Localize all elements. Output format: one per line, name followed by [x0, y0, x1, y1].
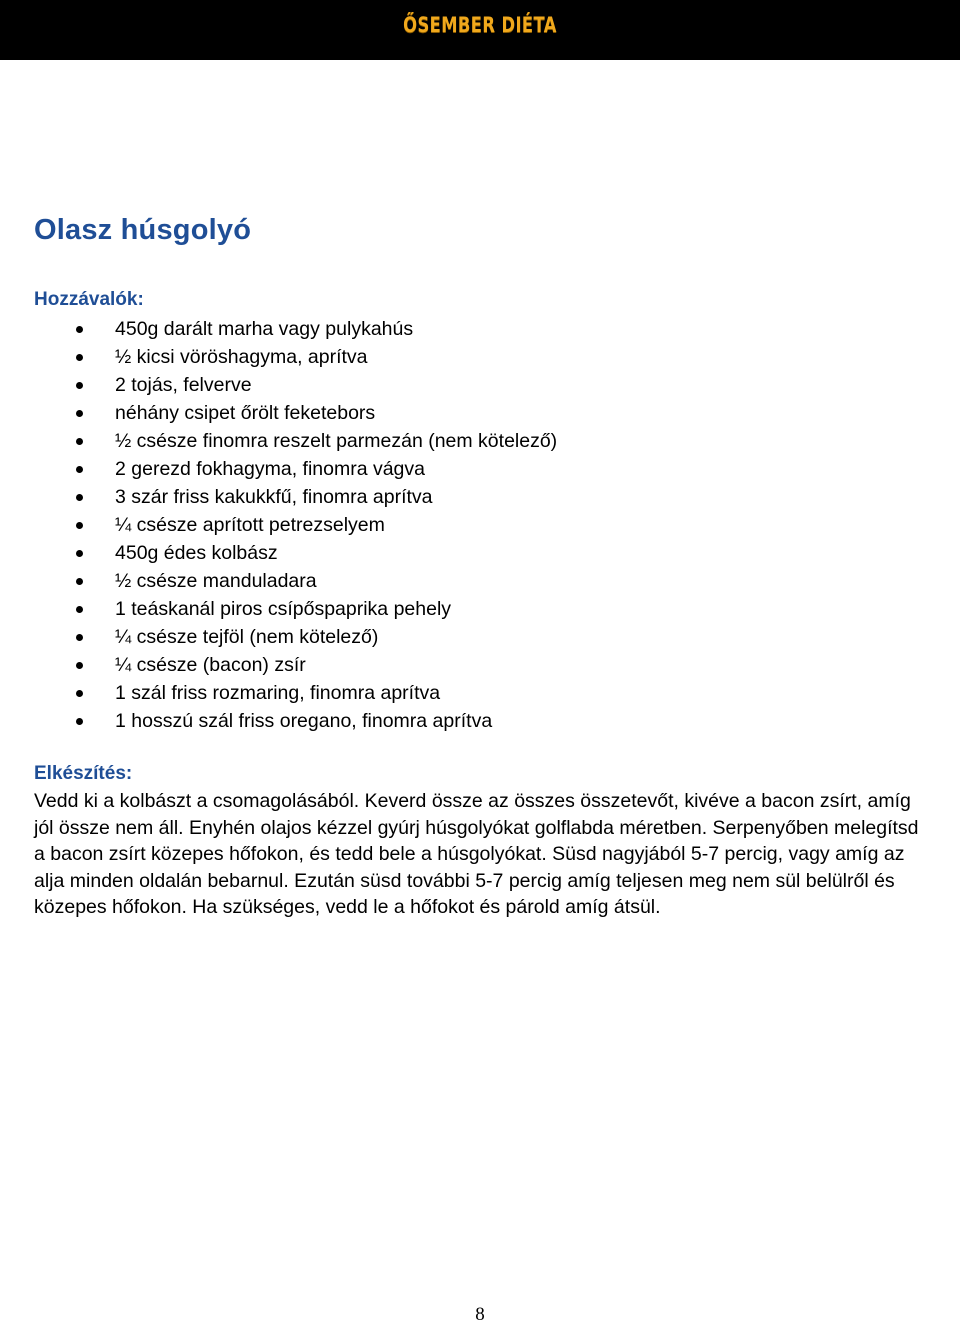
ingredient-item: 1 szál friss rozmaring, finomra aprítva [0, 679, 557, 707]
ingredients-heading: Hozzávalók: [34, 289, 144, 310]
ingredient-item: ¼ csésze tejföl (nem kötelező) [0, 623, 557, 651]
preparation-text: Vedd ki a kolbászt a csomagolásából. Keverd össze az összes összetevőt, kivéve a bacon zsírt, amíg jól össze nem áll. Enyhén olajos kézzel gyúrj húsgolyókat golflabda méretben. Serpenyőben melegítsd a bacon zsírt közepes hőfokon, és tedd bele a húsgolyókat. Süsd nagyjából 5-7 percig, vagy amíg az alja minden oldalán bebarnul. Ezután süsd további 5-7 percig amíg teljesen meg nem sül belülről és közepes hőfokon. Ha szükséges, vedd le a hőfokot és párold amíg átsül. [34, 790, 919, 918]
recipe-title: Olasz húsgolyó [34, 214, 252, 246]
header-bar [0, 0, 960, 60]
ingredient-item: 3 szár friss kakukkfű, finomra aprítva [0, 483, 557, 511]
ingredient-item: ¼ csésze (bacon) zsír [0, 651, 557, 679]
brand-logo: ŐSEMBER DIÉTA [403, 13, 557, 37]
ingredient-item: 450g darált marha vagy pulykahús [0, 315, 557, 343]
ingredient-item: ¼ csésze aprított petrezselyem [0, 511, 557, 539]
ingredient-item: 1 teáskanál piros csípőspaprika pehely [0, 595, 557, 623]
preparation-heading: Elkészítés: [34, 763, 133, 784]
ingredient-item: ½ csésze manduladara [0, 567, 557, 595]
ingredient-item: 2 tojás, felverve [0, 371, 557, 399]
ingredient-list [0, 315, 557, 735]
ingredient-item: ½ csésze finomra reszelt parmezán (nem kötelező) [0, 427, 557, 455]
ingredient-item: 1 hosszú szál friss oregano, finomra aprítva [0, 707, 557, 735]
ingredient-item: ½ kicsi vöröshagyma, aprítva [0, 343, 557, 371]
ingredient-item: néhány csipet őrölt feketebors [0, 399, 557, 427]
ingredient-item: 450g édes kolbász [0, 539, 557, 567]
page-number: 8 [475, 1304, 485, 1325]
ingredient-item: 2 gerezd fokhagyma, finomra vágva [0, 455, 557, 483]
